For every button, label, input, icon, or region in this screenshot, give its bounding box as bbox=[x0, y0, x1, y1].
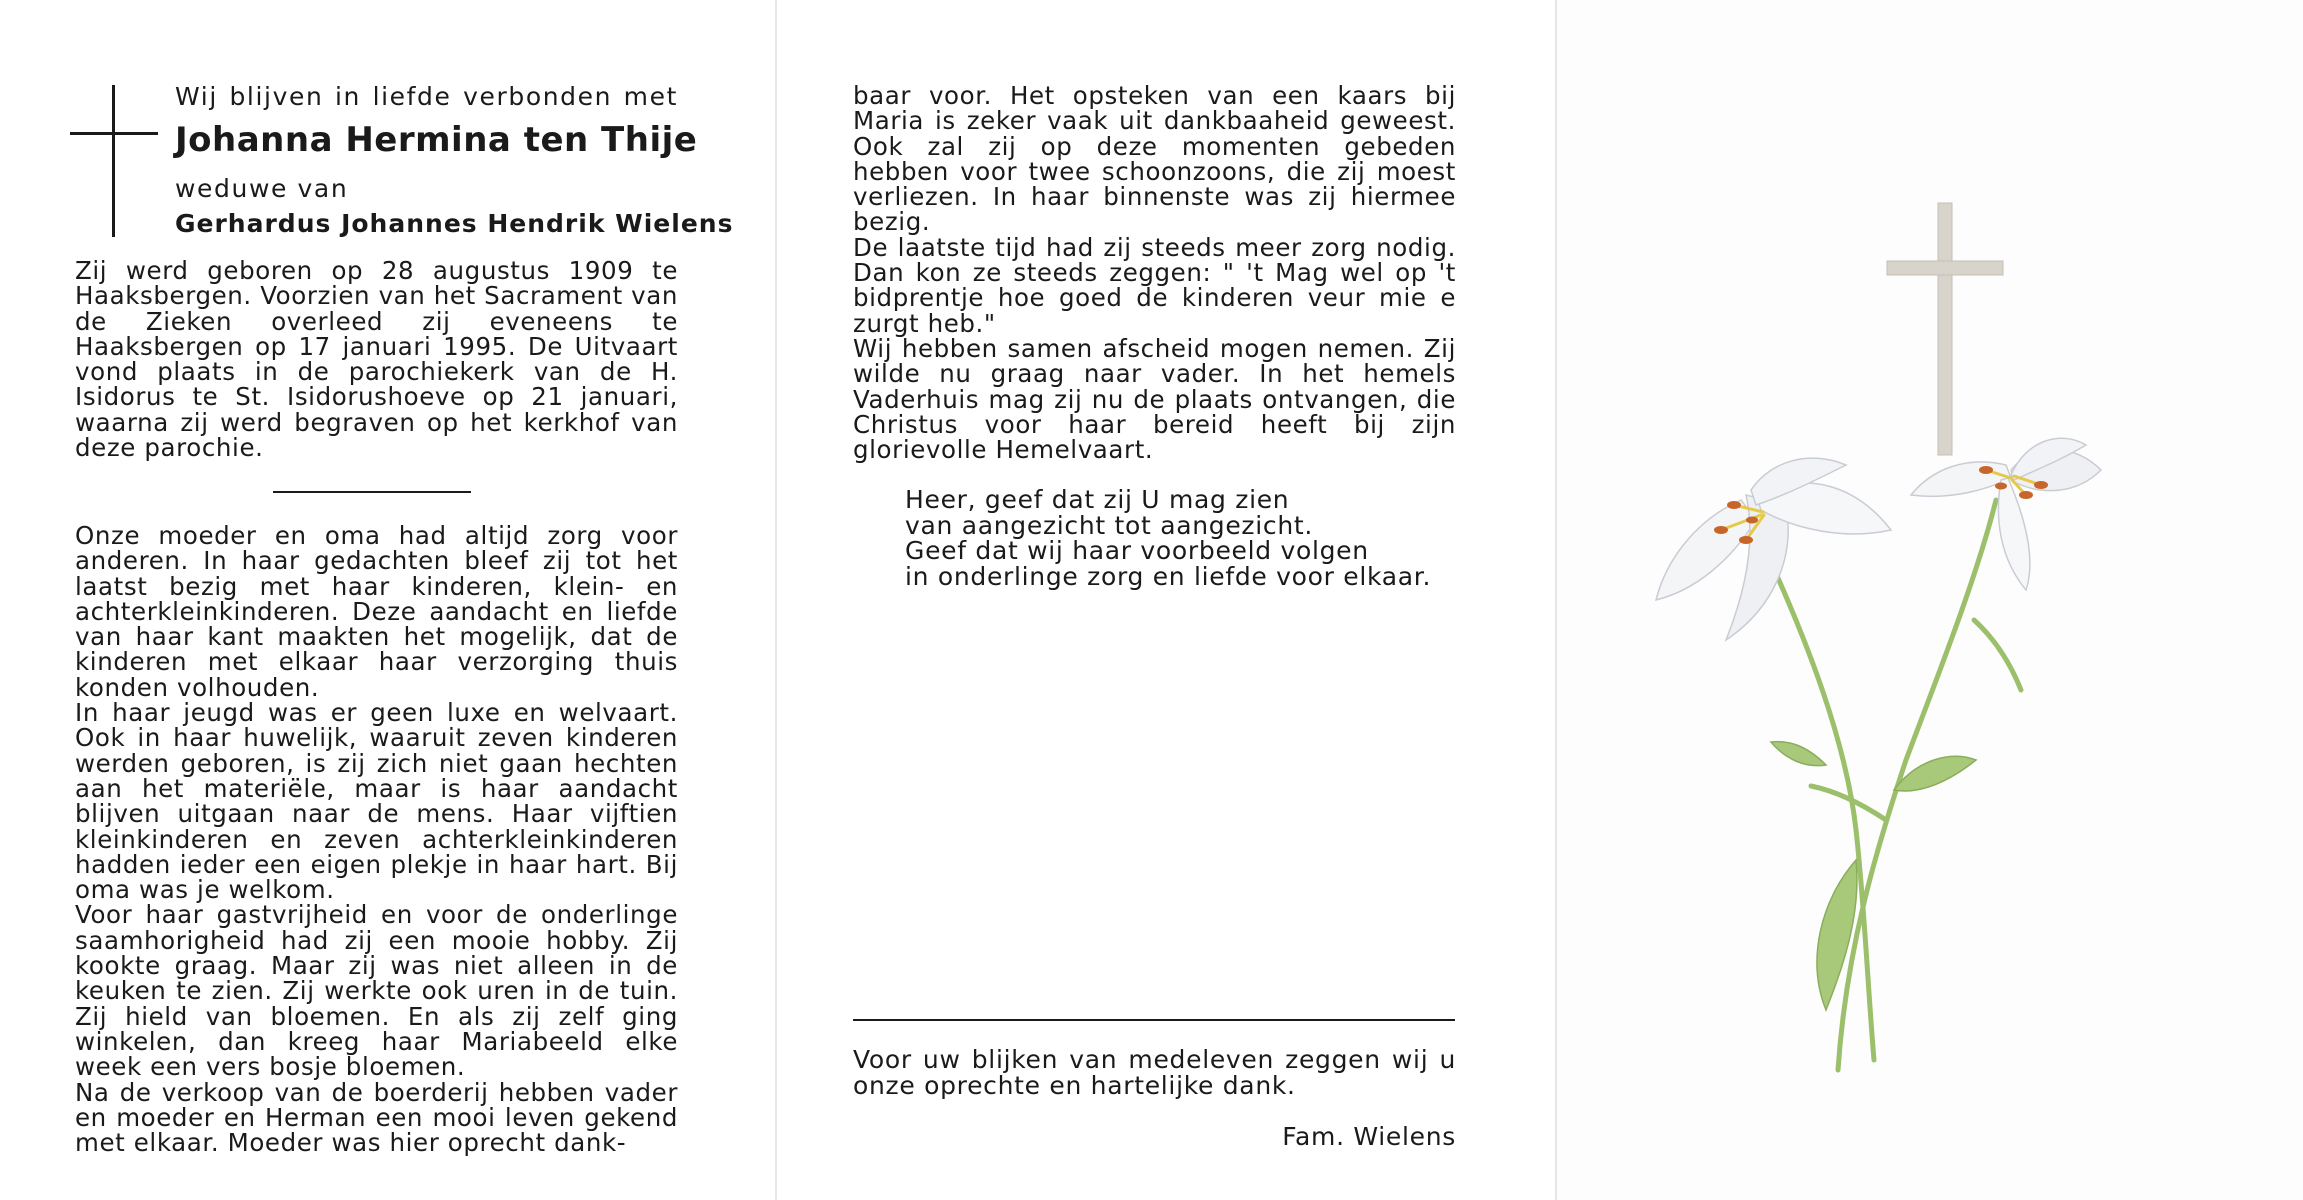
divider-line bbox=[853, 1019, 1455, 1021]
story-paragraph: Wij hebben samen afscheid mogen nemen. Zij wilde nu graag naar vader. In het hemels Vaderhuis mag zij nu de plaats ontvangen, die Christus voor haar bereid heeft bij zijn glorievolle Hemelvaart. bbox=[853, 333, 1456, 465]
story-paragraph: De laatste tijd had zij steeds meer zorg nodig. Dan kon ze steeds zeggen: " 't Mag wel op 't bidprentje hoe goed de kinderen veur mie e zurgt heb." bbox=[853, 232, 1456, 338]
intro-line: Wij blijven in liefde verbonden met bbox=[175, 82, 678, 111]
story-paragraph: baar voor. Het opsteken van een kaars bij Maria is zeker vaak uit dankbaaheid geweest. Ook zal zij op deze momenten gebeden hebben voor twee schoonzoons, die zij moest verliezen. In haar binnenste was zij hiermee bezig. bbox=[853, 81, 1456, 237]
fold-line bbox=[1555, 0, 1557, 1200]
life-story bbox=[75, 521, 678, 1158]
prayer-verse bbox=[905, 487, 1431, 589]
cross-icon-horizontal bbox=[70, 132, 158, 135]
fold-line bbox=[775, 0, 777, 1200]
thanks-text: Voor uw blijken van medeleven zeggen wij u onze oprechte en hartelijke dank. bbox=[853, 1045, 1456, 1100]
cross-icon-vertical bbox=[112, 85, 115, 237]
widow-label: weduwe van bbox=[175, 174, 349, 203]
life-story-continued bbox=[853, 81, 1456, 465]
page-left bbox=[0, 0, 775, 1200]
deceased-name: Johanna Hermina ten Thije bbox=[175, 120, 698, 160]
prayer-line: Heer, geef dat zij U mag zien bbox=[905, 485, 1290, 514]
prayer-line: Geef dat wij haar voorbeeld volgen bbox=[905, 536, 1369, 565]
story-paragraph: Onze moeder en oma had altijd zorg voor anderen. In haar gedachten bleef zij tot het laatst bezig met haar kinderen, klein- en achterkleinkinderen. Deze aandacht en liefde van haar kant maakten het mogelijk, dat de kinderen met elkaar haar verzorging thuis konden volhouden. bbox=[75, 521, 678, 702]
story-paragraph: In haar jeugd was er geen luxe en welvaart. Ook in haar huwelijk, waaruit zeven kinderen werden geboren, is zij zich niet gaan hechten aan het materiële, maar is haar aandacht blijven uitgaan naar de mens. Haar vijftien kleinkinderen en zeven achterkleinkinderen hadden ieder een eigen plekje in haar hart. Bij oma was je welkom. bbox=[75, 698, 678, 905]
family-signature: Fam. Wielens bbox=[1282, 1122, 1456, 1151]
lily-stems bbox=[1770, 500, 2021, 1070]
story-paragraph: Na de verkoop van de boerderij hebben vader en moeder en Herman een mooi leven gekend met elkaar. Moeder was hier oprecht dank- bbox=[75, 1077, 678, 1158]
story-paragraph: Voor haar gastvrijheid en voor de onderlinge saamhorigheid had zij een mooie hobby. Zij kookte graag. Maar zij was niet alleen in de keuken te zien. Zij werkte ook uren in de tuin. Zij hield van bloemen. En als zij zelf ging winkelen, dan kreeg haar Mariabeeld elke week een vers bosje bloemen. bbox=[75, 900, 678, 1082]
lily-flower-left bbox=[1656, 458, 1891, 640]
silver-cross-icon bbox=[1887, 203, 2003, 455]
spouse-name: Gerhardus Johannes Hendrik Wielens bbox=[175, 209, 734, 238]
bio-text: Zij werd geboren op 28 augustus 1909 te Haaksbergen. Voorzien van het Sacrament van de Zieken overleed zij eveneens te Haaksbergen op 17 januari 1995. De Uitvaart vond plaats in de parochiekerk van de H. Isidorus te St. Isidorushoeve op 21 januari, waarna zij werd begraven op het kerkhof van deze parochie. bbox=[75, 256, 679, 463]
divider-line bbox=[273, 491, 471, 493]
lily-leaves bbox=[1771, 742, 1976, 1010]
prayer-line: in onderlinge zorg en liefde voor elkaar. bbox=[905, 561, 1432, 591]
page-right bbox=[1555, 0, 2303, 1200]
biography-paragraph bbox=[75, 256, 679, 463]
lily-flower-right bbox=[1911, 438, 2101, 590]
prayer-line: van aangezicht tot aangezicht. bbox=[905, 510, 1314, 540]
lily-illustration bbox=[1556, 0, 2303, 1200]
